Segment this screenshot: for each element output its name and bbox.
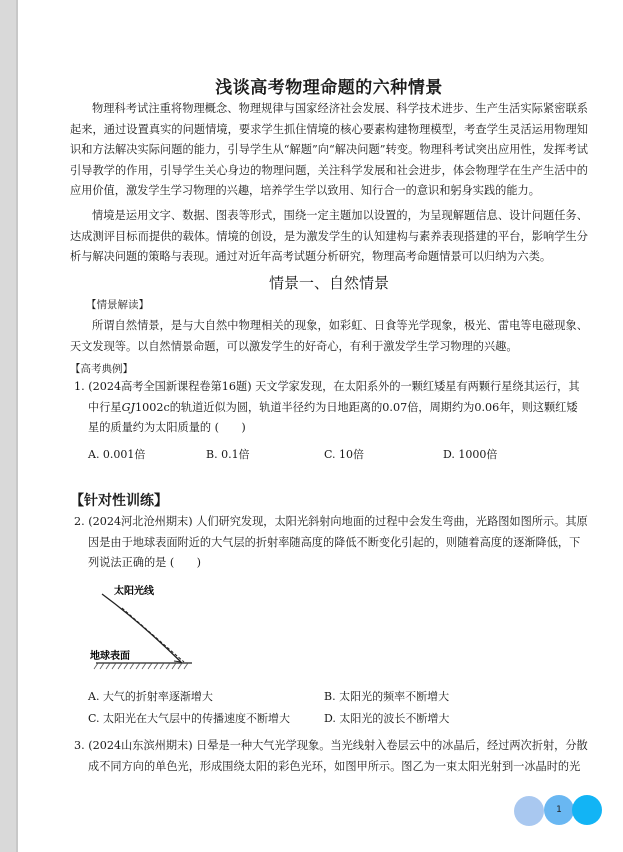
label-sun-ray: 太阳光线 — [114, 586, 154, 597]
label-earth-surface: 地球表面 — [90, 651, 130, 662]
question-2 — [74, 512, 588, 574]
option-d: D. 1000倍 — [443, 448, 498, 461]
page-number: 1 — [556, 805, 562, 815]
option-b: B. 0.1倍 — [206, 448, 250, 461]
straight-ray-dashed — [122, 608, 184, 662]
refraction-diagram-svg — [88, 582, 198, 674]
ground-hatching — [94, 663, 188, 669]
question-text-cont: 1002c的轨道近似为圆，轨道半径约为日地距离的0.07倍，周期约为0.06年，则这颗红矮星的质量约为太阳质量的 ( ) — [88, 400, 578, 434]
question-number: 1. — [74, 380, 85, 393]
question-text: (2024山东滨州期末) 日晕是一种大气光学现象。当光线射入卷层云中的冰晶后，经过两次折射，分散成不同方向的单色光，形成围绕太阳的彩色光环，如图甲所示。图乙为一束太阳光射到一冰晶时的光 — [88, 739, 588, 773]
page-dot-3 — [572, 795, 602, 825]
question-3 — [74, 736, 588, 777]
reading-tag: 【情景解读】 — [86, 299, 149, 311]
light-ray-arrowhead — [174, 657, 181, 662]
option-a: A. 0.001倍 — [88, 448, 146, 461]
page-indicator — [514, 795, 604, 827]
page-dot-1 — [514, 796, 544, 826]
question-text: (2024高考全国新课程卷第16题) 天文学家发现，在太阳系外的一颗红矮星有两颗行星绕其运行，其中行星 — [88, 380, 580, 414]
option-c: C. 太阳光在大气层中的传播速度不断增大 — [88, 712, 291, 725]
training-title: 【针对性训练】 — [70, 493, 168, 509]
option-a: A. 大气的折射率逐渐增大 — [88, 690, 213, 703]
planet-name: GJ — [121, 400, 135, 414]
example-tag: 【高考典例】 — [70, 363, 133, 375]
page-title: 浅谈高考物理命题的六种情景 — [215, 78, 443, 98]
reading-paragraph: 所谓自然情景，是与大自然中物理相关的现象，如彩虹、日食等光学现象，极光、雷电等电磁现象、天文发现等。以自然情景命题，可以激发学生的好奇心，有利于激发学生学习物理的兴趣。 — [70, 319, 588, 353]
intro-paragraph-2: 情境是运用文字、数据、图表等形式，围绕一定主题加以设置的，为呈现解题信息、设计问题任务、达成测评目标而提供的载体。情境的创设，是为激发学生的认知建构与素养表现搭建的平台，影响学生分析与解决问题的策略与表现。通过对近年高考试题分析研究，物理高考命题情景可以归纳为六类。 — [70, 209, 588, 263]
section-title: 情景一、自然情景 — [268, 274, 389, 292]
question-number: 2. — [74, 515, 85, 528]
left-margin-divider — [16, 0, 18, 852]
question-text: (2024河北沧州期末) 人们研究发现，太阳光斜射向地面的过程中会发生弯曲，光路图如图所示。其原因是由于地球表面附近的大气层的折射率随高度的降低不断变化引起的，则随着高度的逐渐降低，下列说法正确的是 ( ) — [88, 515, 588, 569]
left-margin-bar — [0, 0, 16, 852]
refraction-diagram — [88, 582, 198, 674]
option-d: D. 太阳光的波长不断增大 — [324, 712, 450, 725]
page-dot-2[interactable] — [544, 795, 574, 825]
option-c: C. 10倍 — [324, 448, 365, 461]
question-1 — [74, 377, 588, 439]
intro-paragraph-1: 物理科考试注重将物理概念、物理规律与国家经济社会发展、科学技术进步、生产生活实际紧密联系起来，通过设置真实的问题情境，要求学生抓住情境的核心要素构建物理模型，考查学生灵活运用物理知识和方法解决实际问题的能力，引导学生从“解题”向“解决问题”转变。物理科考试突出应用性，发挥考试引导教学的作用，引导学生关心身边的物理问题，关注科学发展和社会进步，体会物理学在生产生活中的应用价值，激发学生学习物理的兴趣，培养学生学以致用、知行合一的意识和躬身实践的能力。 — [70, 102, 588, 197]
question-number: 3. — [74, 739, 85, 752]
option-b: B. 太阳光的频率不断增大 — [324, 690, 450, 703]
